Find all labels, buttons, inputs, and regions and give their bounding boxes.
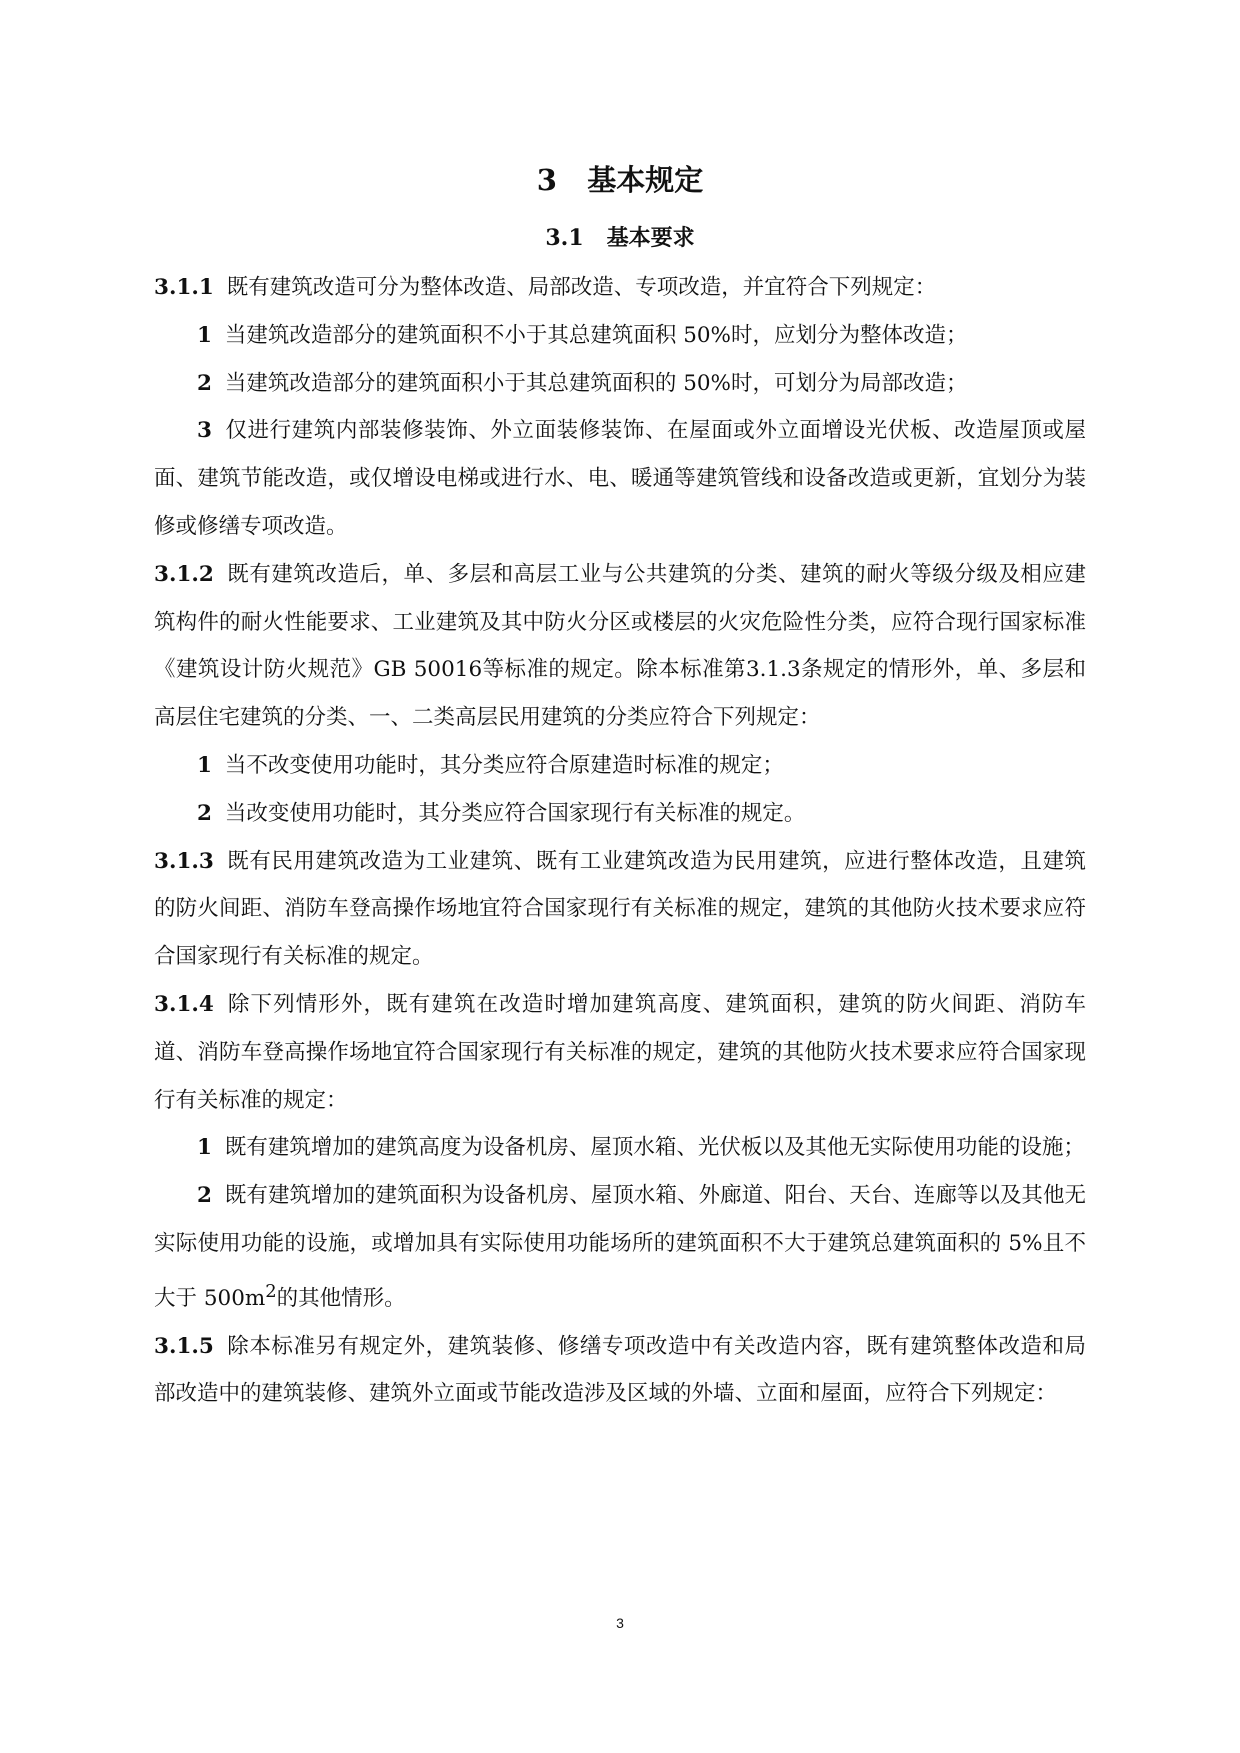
item-number: 2 xyxy=(197,800,212,826)
clause-text: 除本标准另有规定外，建筑装修、修缮专项改造中有关改造内容，既有建筑整体改造和局部改造中的建筑装修、建筑外立面或节能改造涉及区域的外墙、立面和屋面，应符合下列规定： xyxy=(154,1333,1086,1407)
superscript-2: 2 xyxy=(265,1280,277,1302)
item-text: 当建筑改造部分的建筑面积不小于其总建筑面积 50%时，应划分为整体改造； xyxy=(224,322,968,348)
item-number: 1 xyxy=(197,322,212,348)
clause-text: 既有民用建筑改造为工业建筑、既有工业建筑改造为民用建筑，应进行整体改造，且建筑的防火间距、消防车登高操作场地宜符合国家现行有关标准的规定，建筑的其他防火技术要求应符合国家现行有关标准的规定。 xyxy=(154,848,1086,970)
item-text: 当建筑改造部分的建筑面积小于其总建筑面积的 50%时，可划分为局部改造； xyxy=(224,370,968,396)
clause-number: 3.1.2 xyxy=(154,561,214,587)
item-number: 1 xyxy=(197,752,212,778)
clause-text: 除下列情形外，既有建筑在改造时增加建筑高度、建筑面积，建筑的防火间距、消防车道、消防车登高操作场地宜符合国家现行有关标准的规定，建筑的其他防火技术要求应符合国家现行有关标准的规定： xyxy=(154,991,1086,1113)
clause-3-1-1-item-2 xyxy=(154,360,1086,408)
clause-text: 既有建筑改造可分为整体改造、局部改造、专项改造，并宜符合下列规定： xyxy=(226,275,937,300)
item-number: 2 xyxy=(197,370,212,396)
clause-number: 3.1.3 xyxy=(154,848,214,874)
clause-3-1-4-item-2 xyxy=(154,1172,1086,1323)
clause-3-1-1-item-3 xyxy=(154,407,1086,550)
clause-3-1-1-item-1 xyxy=(154,312,1086,360)
clause-3-1-4 xyxy=(154,981,1086,1124)
clause-3-1-4-item-1 xyxy=(154,1124,1086,1172)
item-text-tail: 的其他情形。 xyxy=(276,1285,406,1311)
clause-3-1-5 xyxy=(154,1323,1086,1419)
item-text: 既有建筑增加的建筑高度为设备机房、屋顶水箱、光伏板以及其他无实际使用功能的设施； xyxy=(224,1135,1085,1161)
item-number: 3 xyxy=(197,418,212,444)
clause-number: 3.1.1 xyxy=(154,275,214,300)
section-title: 3.1 基本要求 xyxy=(545,225,695,251)
item-text: 仅进行建筑内部装修装饰、外立面装修装饰、在屋面或外立面增设光伏板、改造屋顶或屋面、建筑节能改造，或仅增设电梯或进行水、电、暖通等建筑管线和设备改造或更新，宜划分为装修或修缮专项改造。 xyxy=(154,418,1086,539)
item-number: 2 xyxy=(197,1183,212,1209)
clause-number: 3.1.5 xyxy=(154,1333,214,1359)
item-text: 当改变使用功能时，其分类应符合国家现行有关标准的规定。 xyxy=(224,800,806,826)
item-number: 1 xyxy=(197,1135,212,1161)
clause-3-1-2-item-2 xyxy=(154,790,1086,838)
clause-3-1-1 xyxy=(154,264,1086,312)
chapter-title: 3 基本规定 xyxy=(536,163,704,197)
clause-3-1-2 xyxy=(154,551,1086,742)
document-body xyxy=(154,264,1086,1418)
item-text: 既有建筑增加的建筑面积为设备机房、屋顶水箱、外廊道、阳台、天台、连廊等以及其他无实际使用功能的设施，或增加具有实际使用功能场所的建筑面积不大于建筑总建筑面积的 5%且不大于 500m xyxy=(154,1183,1086,1311)
item-text: 当不改变使用功能时，其分类应符合原建造时标准的规定； xyxy=(224,752,784,778)
clause-3-1-2-item-1 xyxy=(154,742,1086,790)
clause-3-1-3 xyxy=(154,838,1086,981)
clause-text: 既有建筑改造后，单、多层和高层工业与公共建筑的分类、建筑的耐火等级分级及相应建筑构件的耐火性能要求、工业建筑及其中防火分区或楼层的火灾危险性分类，应符合现行国家标准《建筑设计防火规范》GB 50016等标准的规定。除本标准第3.1.3条规定的情形外，单、多层和高层住宅建筑的分类、一、二类高层民用建筑的分类应符合下列规定： xyxy=(154,561,1086,731)
page-number: 3 xyxy=(616,1615,624,1631)
clause-number: 3.1.4 xyxy=(154,991,214,1017)
